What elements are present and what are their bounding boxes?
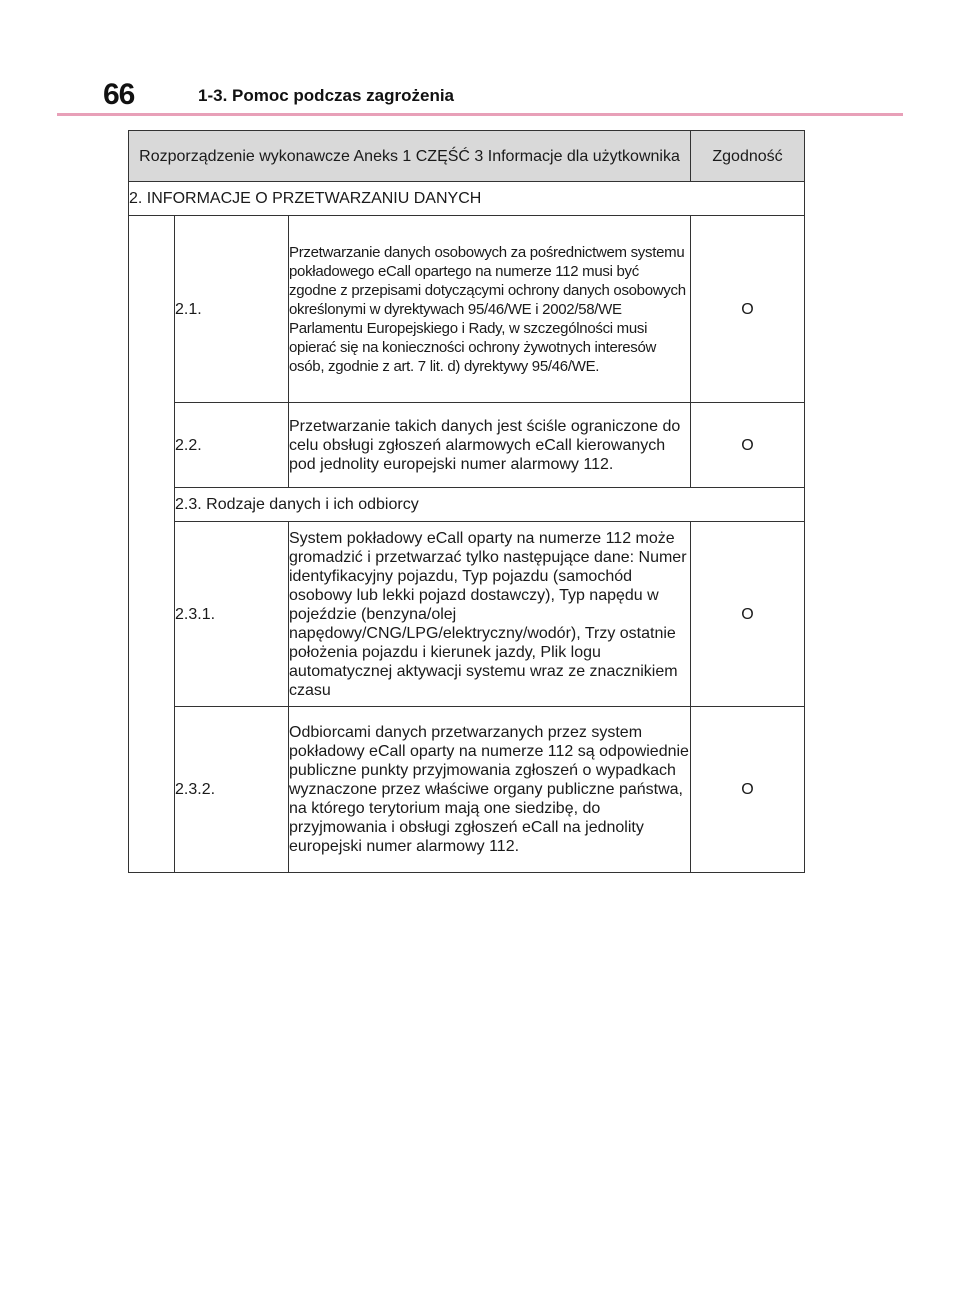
section-title: 1-3. Pomoc podczas zagrożenia xyxy=(198,86,455,105)
section-heading-2-3: 2.3. Rodzaje danych i ich odbiorcy xyxy=(175,488,805,522)
table-row xyxy=(129,522,805,707)
section-heading-2: 2. INFORMACJE O PRZETWARZANIU DANYCH xyxy=(129,182,805,216)
table-row xyxy=(129,707,805,873)
item-number: 2.1. xyxy=(175,216,289,403)
header-compliance: Zgodność xyxy=(691,131,805,182)
item-text: Odbiorcami danych przetwarzanych przez system pokładowy eCall oparty na numerze 112 są odpowiednie publiczne punkty przyjmowania zgłoszeń o wypadkach wyznaczone przez właściwe organy publiczne państwa, na którego terytorium mają one siedzibę, do przyjmowania i obsługi zgłoszeń eCall na jednolity europejski numer alarmowy 112. xyxy=(289,707,691,873)
compliance-mark: O xyxy=(691,707,805,873)
compliance-mark: O xyxy=(691,522,805,707)
header-regulation: Rozporządzenie wykonawcze Aneks 1 CZĘŚĆ 3 Informacje dla użytkownika xyxy=(129,131,691,182)
table-header-row xyxy=(129,131,805,182)
item-text: Przetwarzanie takich danych jest ściśle ograniczone do celu obsługi zgłoszeń alarmowych eCall kierowanych pod jednolity europejski numer alarmowy 112. xyxy=(289,403,691,488)
table-row xyxy=(129,182,805,216)
compliance-mark: O xyxy=(691,216,805,403)
table-row xyxy=(129,488,805,522)
page-number: 66 xyxy=(103,78,135,111)
item-text: Przetwarzanie danych osobowych za pośrednictwem systemu pokładowego eCall opartego na numerze 112 musi być zgodne z przepisami dotyczącymi ochrony danych osobowych określonymi w dyrektywach 95/46/WE i 2002/58/WE Parlamentu Europejskiego i Rady, w szczególności musi opierać się na konieczności ochrony żywotnych interesów osób, zgodnie z art. 7 lit. d) dyrektywy 95/46/WE. xyxy=(289,216,691,403)
page-header xyxy=(0,0,960,120)
ecall-information-table xyxy=(128,130,805,873)
indent-cell xyxy=(129,216,175,873)
item-number: 2.3.1. xyxy=(175,522,289,707)
item-number: 2.3.2. xyxy=(175,707,289,873)
table-row xyxy=(129,216,805,403)
item-number: 2.2. xyxy=(175,403,289,488)
header-rule xyxy=(57,113,903,116)
table-row xyxy=(129,403,805,488)
item-text: System pokładowy eCall oparty na numerze 112 może gromadzić i przetwarzać tylko następujące dane: Numer identyfikacyjny pojazdu, Typ pojazdu (samochód osobowy lub lekki pojazd dostawczy), Typ napędu w pojeździe (benzyna/olej napędowy/CNG/LPG/elektryczny/wodór), Trzy ostatnie położenia pojazdu i kierunek jazdy, Plik logu automatycznej aktywacji systemu wraz ze znacznikiem czasu xyxy=(289,522,691,707)
compliance-mark: O xyxy=(691,403,805,488)
